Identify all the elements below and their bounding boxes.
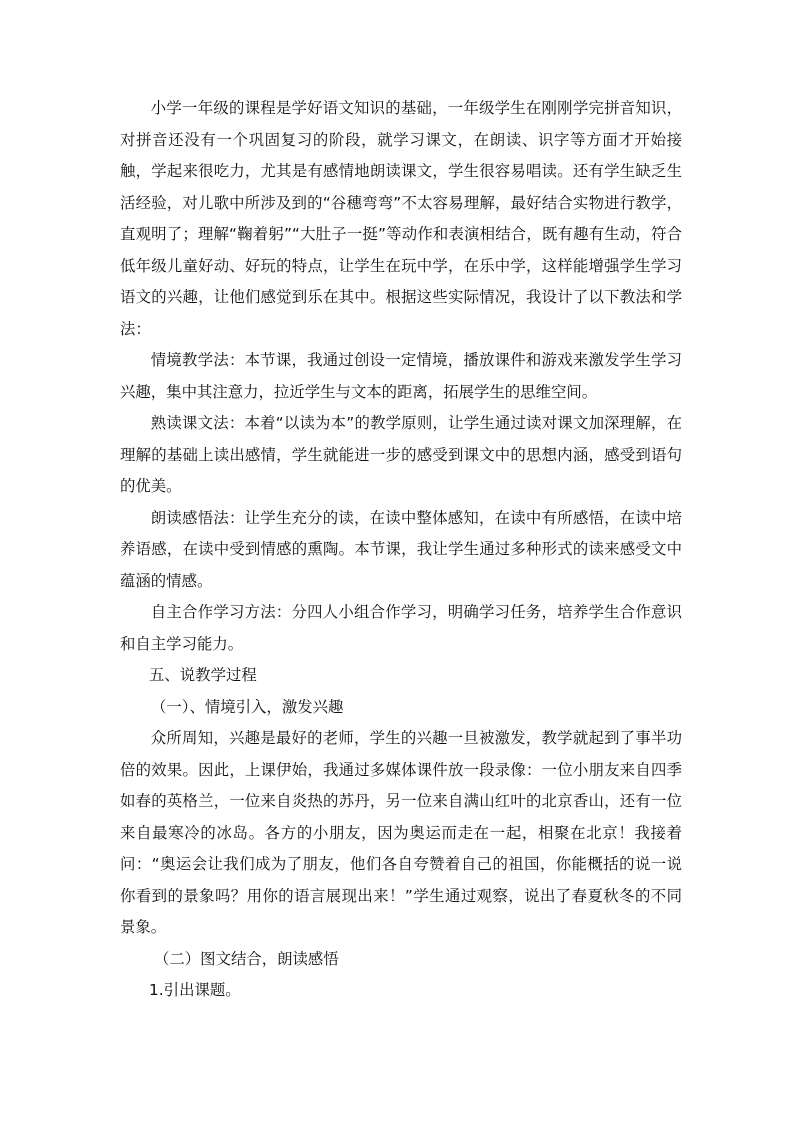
subheading-situation-intro: （一）、情境引入，激发兴趣 — [151, 697, 344, 716]
paragraph-interest: 众所周知，兴趣是最好的老师，学生的兴趣一旦被激发，教学就起到了事半功倍的效果。因此，上课伊始，我通过多媒体课件放一段录像：一位小朋友来自四季如春的英格兰，一位来自炎热的苏丹，另一位来自满山红叶的北京香山，还有一位来自最寒冷的冰岛。各方的小朋友，因为奥运而走在一起，相聚在北京！我接着问：“奥运会让我们成为了朋友，他们各自夸赞着自己的祖国，你能概括的说一说你看到的景象吗？用你的语言展现出来！”学生通过观察，说出了春夏秋冬的不同景象。 — [120, 729, 682, 936]
document-body — [120, 93, 682, 1007]
list-item-introduce-title: 1.引出课题。 — [149, 981, 241, 999]
subheading-image-text: （二）图文结合，朗读感悟 — [154, 949, 339, 968]
paragraph-situational-teaching: 情境教学法：本节课，我通过创设一定情境，播放课件和游戏来激发学生学习兴趣，集中其注意力，拉近学生与文本的距离，拓展学生的思维空间。 — [120, 351, 682, 401]
section-heading-teaching-process: 五、说教学过程 — [149, 666, 257, 684]
paragraph-intro: 小学一年级的课程是学好语文知识的基础，一年级学生在刚刚学完拼音知识，对拼音还没有一个巩固复习的阶段，就学习课文，在朗读、识字等方面才开始接触，学起来很吃力，尤其是有感情地朗读课文，学生很容易唱读。还有学生缺乏生活经验，对儿歌中所涉及到的“谷穗弯弯”不太容易理解，最好结合实物进行教学，直观明了；理解“鞠着躬”“大肚子一挺”等动作和表演相结合，既有趣有生动，符合低年级儿童好动、好玩的特点，让学生在玩中学，在乐中学，这样能增强学生学习语文的兴趣，让他们感觉到乐在其中。根据这些实际情况，我设计了以下教法和学法： — [120, 99, 682, 338]
paragraph-reading-perception: 朗读感悟法：让学生充分的读，在读中整体感知，在读中有所感悟，在读中培养语感，在读中受到情感的熏陶。本节课，我让学生通过多种形式的读来感受文中蕴涵的情感。 — [120, 508, 682, 590]
paragraph-reading-method: 熟读课文法：本着“以读为本”的教学原则，让学生通过读对课文加深理解，在理解的基础上读出感情，学生就能进一步的感受到课文中的思想内涵，感受到语句的优美。 — [120, 414, 682, 495]
paragraph-cooperative-learning: 自主合作学习方法：分四人小组合作学习，明确学习任务，培养学生合作意识和自主学习能力。 — [120, 603, 682, 653]
